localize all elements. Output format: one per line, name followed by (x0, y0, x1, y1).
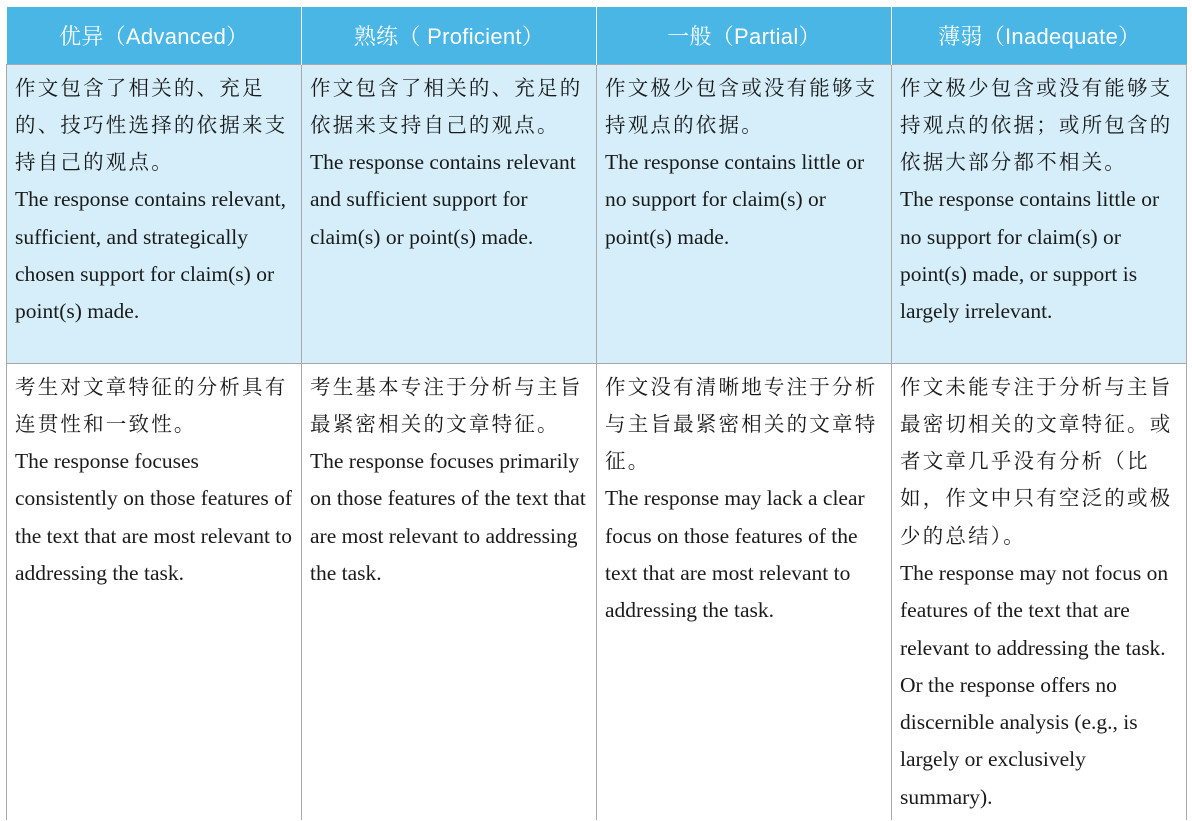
cell-support-proficient (302, 64, 597, 363)
scoring-rubric-table (6, 7, 1187, 820)
header-advanced: 优异（Advanced） (7, 7, 302, 64)
cell-text-zh: 作文未能专注于分析与主旨最密切相关的文章特征。或者文章几乎没有分析（比如，作文中只有空泛的或极少的总结）。 (900, 374, 1173, 548)
cell-text-en: The response focuses consistently on those features of the text that are most relevant to addressing the task. (15, 449, 293, 585)
cell-text-en: The response may lack a clear focus on those features of the text that are most relevant to addressing the task. (605, 486, 865, 623)
table-row (7, 64, 1187, 363)
cell-analysis-inadequate (892, 363, 1187, 820)
cell-text-zh: 作文包含了相关的、充足的依据来支持自己的观点。 (310, 75, 583, 137)
cell-support-inadequate (892, 64, 1187, 363)
table-row (7, 363, 1187, 820)
header-proficient: 熟练（ Proficient） (302, 7, 597, 64)
header-row (7, 7, 1187, 64)
cell-text-en: The response may not focus on features of the text that are relevant to addressing the task. Or the response offers no discernible analysis (e.g., is largely or exclusively summary). (900, 560, 1169, 809)
cell-text-zh: 作文包含了相关的、充足的、技巧性选择的依据来支持自己的观点。 (15, 75, 288, 175)
cell-analysis-advanced (7, 363, 302, 820)
cell-text-zh: 作文极少包含或没有能够支持观点的依据；或所包含的依据大部分都不相关。 (900, 75, 1173, 175)
cell-analysis-proficient (302, 363, 597, 820)
cell-support-advanced (7, 64, 302, 363)
cell-analysis-partial (597, 363, 892, 820)
cell-text-zh: 作文没有清晰地专注于分析与主旨最紧密相关的文章特征。 (605, 374, 878, 474)
cell-text-zh: 考生基本专注于分析与主旨最紧密相关的文章特征。 (310, 374, 583, 436)
cell-support-partial (597, 64, 892, 363)
cell-text-en: The response focuses primarily on those features of the text that are most relevant to addressing the task. (310, 449, 586, 585)
cell-text-en: The response contains little or no support for claim(s) or point(s) made, or support is largely irrelevant. (900, 187, 1160, 324)
cell-text-zh: 作文极少包含或没有能够支持观点的依据。 (605, 75, 878, 137)
header-partial: 一般（Partial） (597, 7, 892, 64)
cell-text-zh: 考生对文章特征的分析具有连贯性和一致性。 (15, 374, 288, 436)
header-inadequate: 薄弱（Inadequate） (892, 7, 1187, 64)
cell-text-en: The response contains little or no support for claim(s) or point(s) made. (605, 150, 865, 249)
cell-text-en: The response contains relevant, sufficient, and strategically chosen support for claim(s) or point(s) made. (15, 187, 287, 324)
cell-text-en: The response contains relevant and sufficient support for claim(s) or point(s) made. (310, 150, 576, 249)
